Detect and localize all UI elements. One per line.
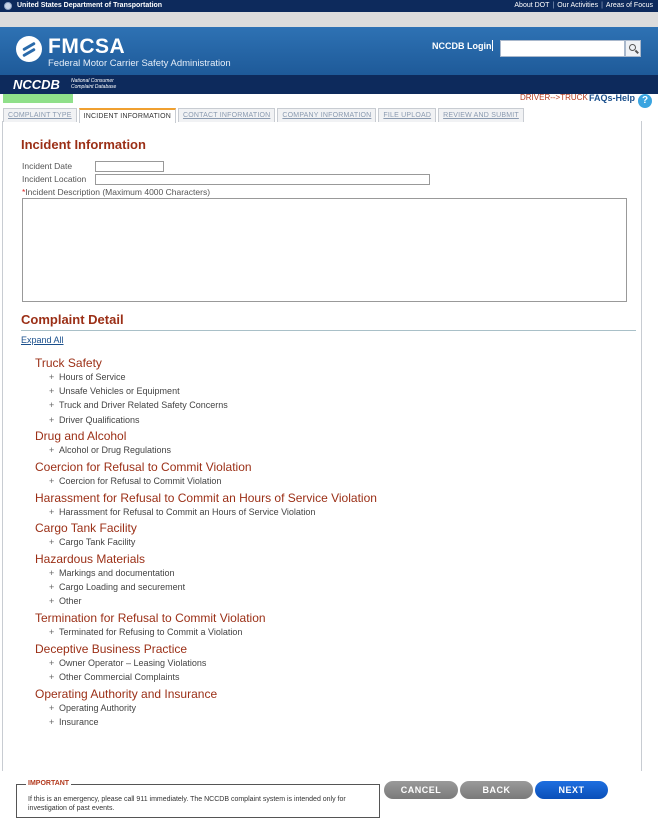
plus-icon[interactable]: +	[49, 476, 55, 486]
list-item[interactable]	[49, 582, 185, 592]
wizard-tabs	[3, 108, 524, 122]
plus-icon[interactable]: +	[49, 717, 55, 727]
important-notice	[16, 780, 380, 818]
list-item[interactable]	[49, 537, 135, 547]
incident-date-label: Incident Date	[22, 161, 73, 171]
item-label: Operating Authority	[59, 703, 137, 713]
fmcsa-logo-icon[interactable]	[16, 36, 42, 62]
tab-contact-information[interactable]: CONTACT INFORMATION	[178, 108, 275, 122]
back-button[interactable]: BACK	[460, 781, 533, 799]
tab-review-and-submit[interactable]: REVIEW AND SUBMIT	[438, 108, 524, 122]
plus-icon[interactable]: +	[49, 372, 55, 382]
category-termination[interactable]: Termination for Refusal to Commit Violation	[35, 611, 266, 625]
list-item[interactable]	[49, 400, 228, 410]
category-harassment[interactable]: Harassment for Refusal to Commit an Hours of Service Violation	[35, 491, 377, 505]
important-message: If this is an emergency, please call 911 immediately. The NCCDB complaint system is intended only for investigation of past events.	[28, 796, 346, 812]
description-label-text: Incident Description (Maximum 4000 Characters)	[25, 187, 211, 197]
item-label: Markings and documentation	[59, 568, 175, 578]
gray-strip	[0, 12, 658, 27]
incident-heading: Incident Information	[21, 137, 146, 152]
tab-company-information[interactable]: COMPANY INFORMATION	[277, 108, 376, 122]
category-coercion[interactable]: Coercion for Refusal to Commit Violation	[35, 460, 252, 474]
list-item[interactable]	[49, 386, 180, 396]
search-button[interactable]	[625, 40, 641, 57]
incident-description-textarea[interactable]	[22, 198, 627, 302]
list-item[interactable]	[49, 717, 99, 727]
incident-location-field[interactable]	[95, 174, 430, 185]
list-item[interactable]	[49, 672, 180, 682]
nccdb-login-link[interactable]: NCCDB Login	[432, 41, 492, 51]
item-label: Coercion for Refusal to Commit Violation	[59, 476, 222, 486]
item-label: Other Commercial Complaints	[59, 672, 180, 682]
item-label: Other	[59, 596, 82, 606]
item-label: Harassment for Refusal to Commit an Hours of Service Violation	[59, 507, 316, 517]
tab-incident-information[interactable]: INCIDENT INFORMATION	[79, 108, 176, 123]
incident-location-label: Incident Location	[22, 174, 87, 184]
plus-icon[interactable]: +	[49, 415, 55, 425]
brand-subtitle: Federal Motor Carrier Safety Administration	[48, 58, 231, 69]
dot-top-bar	[0, 0, 658, 12]
top-links	[514, 2, 653, 9]
item-label: Cargo Tank Facility	[59, 537, 136, 547]
faqs-help-link[interactable]: FAQs-Help	[589, 93, 636, 103]
dot-seal-icon	[4, 2, 12, 10]
list-item[interactable]	[49, 627, 242, 637]
expand-all-link[interactable]: Expand All	[21, 335, 64, 345]
nccdb-logo: NCCDB	[13, 77, 60, 92]
category-drug-and-alcohol[interactable]: Drug and Alcohol	[35, 429, 127, 443]
section-divider	[21, 330, 636, 331]
item-label: Hours of Service	[59, 372, 126, 382]
nccdb-bar	[0, 75, 658, 94]
list-item[interactable]	[49, 596, 82, 606]
plus-icon[interactable]: +	[49, 568, 55, 578]
category-truck-safety[interactable]: Truck Safety	[35, 356, 102, 370]
our-activities-link[interactable]: Our Activities	[557, 2, 599, 9]
item-label: Driver Qualifications	[59, 415, 140, 425]
plus-icon[interactable]: +	[49, 627, 55, 637]
plus-icon[interactable]: +	[49, 703, 55, 713]
plus-icon[interactable]: +	[49, 507, 55, 517]
help-icon[interactable]: ?	[638, 94, 652, 108]
green-indicator	[3, 94, 73, 103]
plus-icon[interactable]: +	[49, 400, 55, 410]
required-asterisk: *	[22, 187, 26, 197]
about-dot-link[interactable]: About DOT	[514, 2, 550, 9]
tab-complaint-type[interactable]: COMPLAINT TYPE	[3, 108, 77, 122]
item-label: Unsafe Vehicles or Equipment	[59, 386, 180, 396]
fmcsa-banner	[0, 27, 658, 75]
item-label: Terminated for Refusing to Commit a Violation	[59, 627, 243, 637]
item-label: Owner Operator – Leasing Violations	[59, 658, 207, 668]
list-item[interactable]	[49, 507, 315, 517]
list-item[interactable]	[49, 703, 136, 713]
list-item[interactable]	[49, 658, 206, 668]
category-deceptive-business[interactable]: Deceptive Business Practice	[35, 642, 188, 656]
login-separator	[492, 40, 493, 51]
list-item[interactable]	[49, 476, 221, 486]
next-button[interactable]: NEXT	[535, 781, 608, 799]
category-cargo-tank-facility[interactable]: Cargo Tank Facility	[35, 521, 137, 535]
category-hazardous-materials[interactable]: Hazardous Materials	[35, 552, 146, 566]
link-separator: |	[552, 2, 555, 9]
plus-icon[interactable]: +	[49, 445, 55, 455]
list-item[interactable]	[49, 568, 175, 578]
plus-icon[interactable]: +	[49, 582, 55, 592]
item-label: Cargo Loading and securement	[59, 582, 186, 592]
list-item[interactable]	[49, 372, 126, 382]
item-label: Insurance	[59, 717, 99, 727]
complaint-heading: Complaint Detail	[21, 312, 124, 327]
incident-description-label	[22, 187, 210, 197]
department-name: United States Department of Transportation	[17, 2, 163, 9]
nccdb-tagline: National Consumer Complaint Database	[71, 78, 117, 90]
list-item[interactable]	[49, 445, 171, 455]
item-label: Alcohol or Drug Regulations	[59, 445, 172, 455]
plus-icon[interactable]: +	[49, 672, 55, 682]
plus-icon[interactable]: +	[49, 386, 55, 396]
incident-date-field[interactable]	[95, 161, 164, 172]
cancel-button[interactable]: CANCEL	[384, 781, 458, 799]
areas-of-focus-link[interactable]: Areas of Focus	[605, 2, 653, 9]
category-operating-authority[interactable]: Operating Authority and Insurance	[35, 687, 218, 701]
tab-file-upload[interactable]: FILE UPLOAD	[378, 108, 436, 122]
plus-icon[interactable]: +	[49, 596, 55, 606]
plus-icon[interactable]: +	[49, 537, 55, 547]
plus-icon[interactable]: +	[49, 658, 55, 668]
item-label: Truck and Driver Related Safety Concerns	[59, 400, 228, 410]
important-legend: IMPORTANT	[28, 780, 70, 787]
link-separator: |	[601, 2, 603, 9]
search-input[interactable]	[500, 40, 625, 57]
breadcrumb: DRIVER-->TRUCK	[520, 93, 588, 102]
search-icon	[629, 44, 636, 51]
brand-title[interactable]: FMCSA	[48, 35, 126, 58]
list-item[interactable]	[49, 415, 140, 425]
